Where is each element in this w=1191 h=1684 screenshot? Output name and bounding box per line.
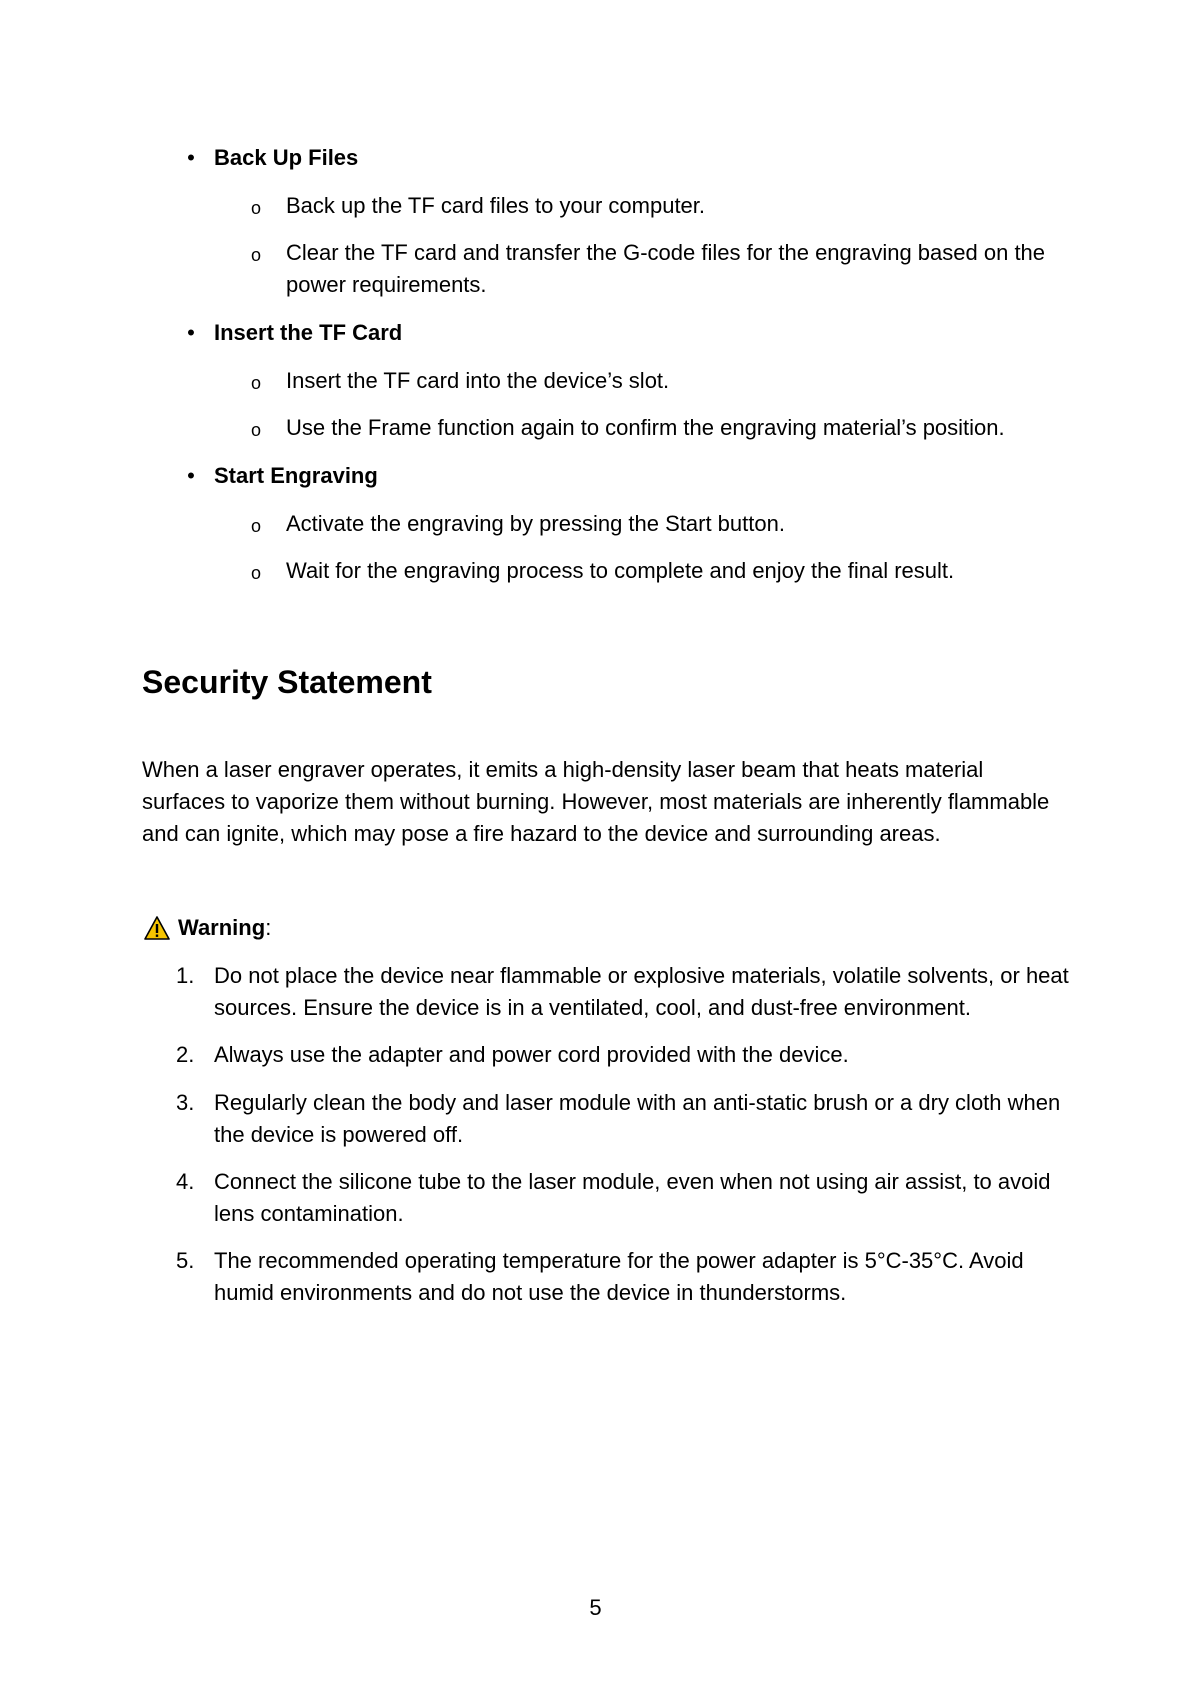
bullet-icon: • <box>187 463 195 488</box>
step-title: Start Engraving <box>214 463 378 488</box>
bullet-icon: • <box>187 320 195 345</box>
item-number: 4. <box>176 1169 195 1194</box>
warning-item-text: Always use the adapter and power cord provided with the device. <box>214 1042 849 1067</box>
warning-colon: : <box>265 915 272 940</box>
sub-bullet-icon: o <box>250 563 261 583</box>
list-item-text: Insert the TF card into the device’s slot. <box>286 368 670 393</box>
security-paragraph: When a laser engraver operates, it emits a high-density laser beam that heats material surfaces to vaporize them without burning. However, most materials are inherently flammable and can ignite, which may pose a fire hazard to the device and surrounding areas. <box>142 757 1050 846</box>
item-number: 1. <box>176 963 195 988</box>
list-item-text: Use the Frame function again to confirm the engraving material’s position. <box>286 415 1005 440</box>
warning-item-text: The recommended operating temperature for the power adapter is 5°C-35°C. Avoid humid environments and do not use the device in thunderstorms. <box>214 1248 1024 1305</box>
page-number: 5 <box>589 1595 602 1620</box>
section-heading: Security Statement <box>142 664 432 700</box>
sub-bullet-icon: o <box>250 516 261 536</box>
sub-bullet-icon: o <box>250 420 261 440</box>
sub-bullet-icon: o <box>250 245 261 265</box>
warning-item-text: Regularly clean the body and laser module with an anti-static brush or a dry cloth when the device is powered off. <box>214 1090 1061 1147</box>
warning-item-text: Connect the silicone tube to the laser module, even when not using air assist, to avoid lens contamination. <box>214 1169 1051 1226</box>
list-item-text: Back up the TF card files to your computer. <box>286 193 706 218</box>
bullet-icon: • <box>187 145 195 170</box>
step-title: Back Up Files <box>214 145 359 170</box>
sub-bullet-icon: o <box>250 373 261 393</box>
item-number: 3. <box>176 1090 195 1115</box>
sub-bullet-icon: o <box>250 198 261 218</box>
step-title: Insert the TF Card <box>214 320 403 345</box>
list-item-text: Wait for the engraving process to complete and enjoy the final result. <box>286 558 955 583</box>
warning-title: Warning <box>178 915 266 940</box>
list-item-text: Clear the TF card and transfer the G-code files for the engraving based on the power requirements. <box>286 240 1046 297</box>
item-number: 2. <box>176 1042 195 1067</box>
item-number: 5. <box>176 1248 195 1273</box>
warning-item-text: Do not place the device near flammable or explosive materials, volatile solvents, or heat sources. Ensure the device is in a ventilated, cool, and dust-free environment. <box>214 963 1069 1020</box>
warning-text <box>178 912 271 944</box>
warning-triangle-icon <box>144 916 170 940</box>
list-item-text: Activate the engraving by pressing the Start button. <box>286 511 785 536</box>
